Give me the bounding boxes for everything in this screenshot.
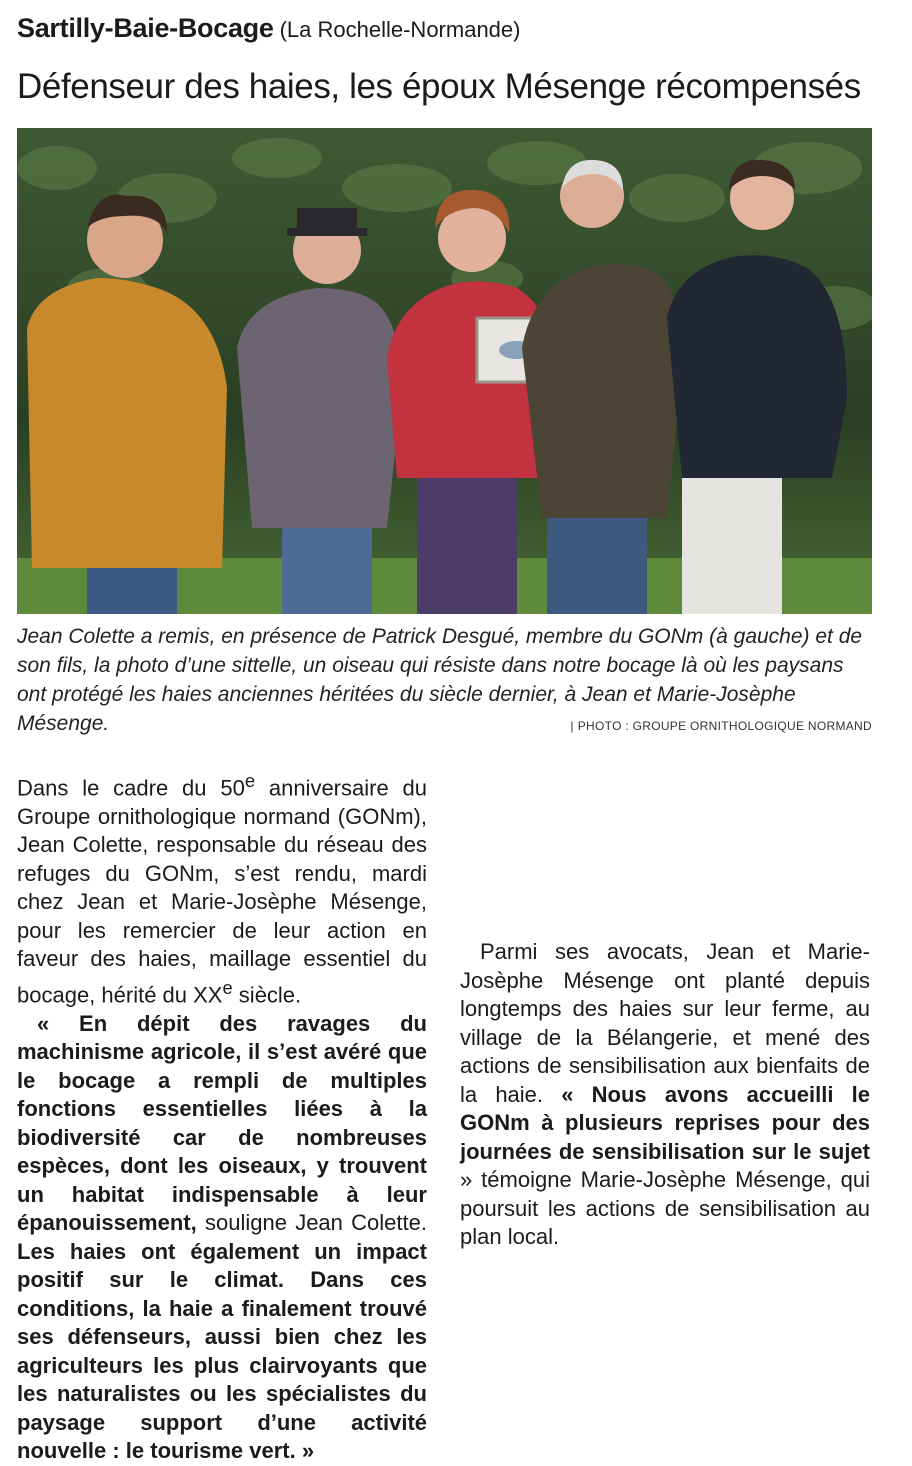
- article-column-left: [17, 767, 427, 1466]
- article-column-right: [460, 767, 870, 1252]
- quote-attribution: souligne Jean Colette.: [196, 1210, 427, 1236]
- headline: Défenseur des haies, les époux Mésenge récompensés: [17, 67, 861, 106]
- paragraph-intro: [17, 767, 427, 1010]
- intro-text-c: siècle.: [232, 982, 302, 1008]
- credit-separator: |: [570, 719, 574, 733]
- area-name: (La Rochelle-Normande): [279, 17, 521, 42]
- quote-part-b: Les haies ont également un impact positif sur le climat. Dans ces conditions, la haie a finalement trouvé ses défenseurs, aussi bien chez les agriculteurs les plus clairvoyants que les naturalistes ou les spécialistes du paysage support d’une activité nouvelle : le tourisme vert. »: [17, 1238, 427, 1464]
- locality-name: Sartilly-Baie-Bocage: [17, 13, 274, 43]
- photo-caption: Jean Colette a remis, en présence de Patrick Desgué, membre du GONm (à gauche) et de son fils, la photo d’une sittelle, un oiseau qui résiste dans notre bocage là où les paysans ont protégé les haies anciennes héritées du siècle dernier, à Jean et Marie-Josèphe Mésenge.: [17, 625, 863, 735]
- ordinal-suffix: e: [244, 770, 256, 791]
- closing-text-b: » témoigne Marie-Josèphe Mésenge, qui poursuit les actions de sensibilisation au plan local.: [460, 1167, 870, 1249]
- article-photo: [17, 128, 872, 614]
- closing-quote: « Nous avons accueilli le GONm à plusieurs reprises pour des journées de sensibilisation sur le sujet: [460, 1081, 870, 1164]
- article-kicker: [17, 13, 520, 44]
- paragraph-closing: [460, 938, 870, 1252]
- intro-text-a: Dans le cadre du 50: [17, 775, 245, 801]
- paragraph-quote: [17, 1010, 427, 1466]
- century-suffix: e: [222, 976, 233, 998]
- group-photo-illustration: [17, 128, 872, 614]
- quote-part-a: « En dépit des ravages du machinisme agricole, il s’est avéré que le bocage a rempli de multiples fonctions essentielles liées à la biodiversité car de nombreuses espèces, dont les oiseaux, y trouvent un habitat indispensable à leur épanouissement,: [17, 1010, 427, 1236]
- closing-text-a: Parmi ses avocats, Jean et Marie-Josèphe Mésenge ont planté depuis longtemps des haies sur leur ferme, au village de la Bélangerie, et mené des actions de sensibilisation aux bienfaits de la haie.: [460, 939, 870, 1107]
- intro-text-b: anniversaire du Groupe ornithologique normand (GONm), Jean Colette, responsable du réseau des refuges du GONm, s’est rendu, mardi chez Jean et Marie-Josèphe Mésenge, pour les remercier de leur action en faveur des haies, maillage essentiel du bocage, hérité du XX: [17, 775, 427, 1008]
- credit-text: PHOTO : GROUPE ORNITHOLOGIQUE NORMAND: [577, 719, 872, 733]
- photo-credit: [570, 719, 872, 733]
